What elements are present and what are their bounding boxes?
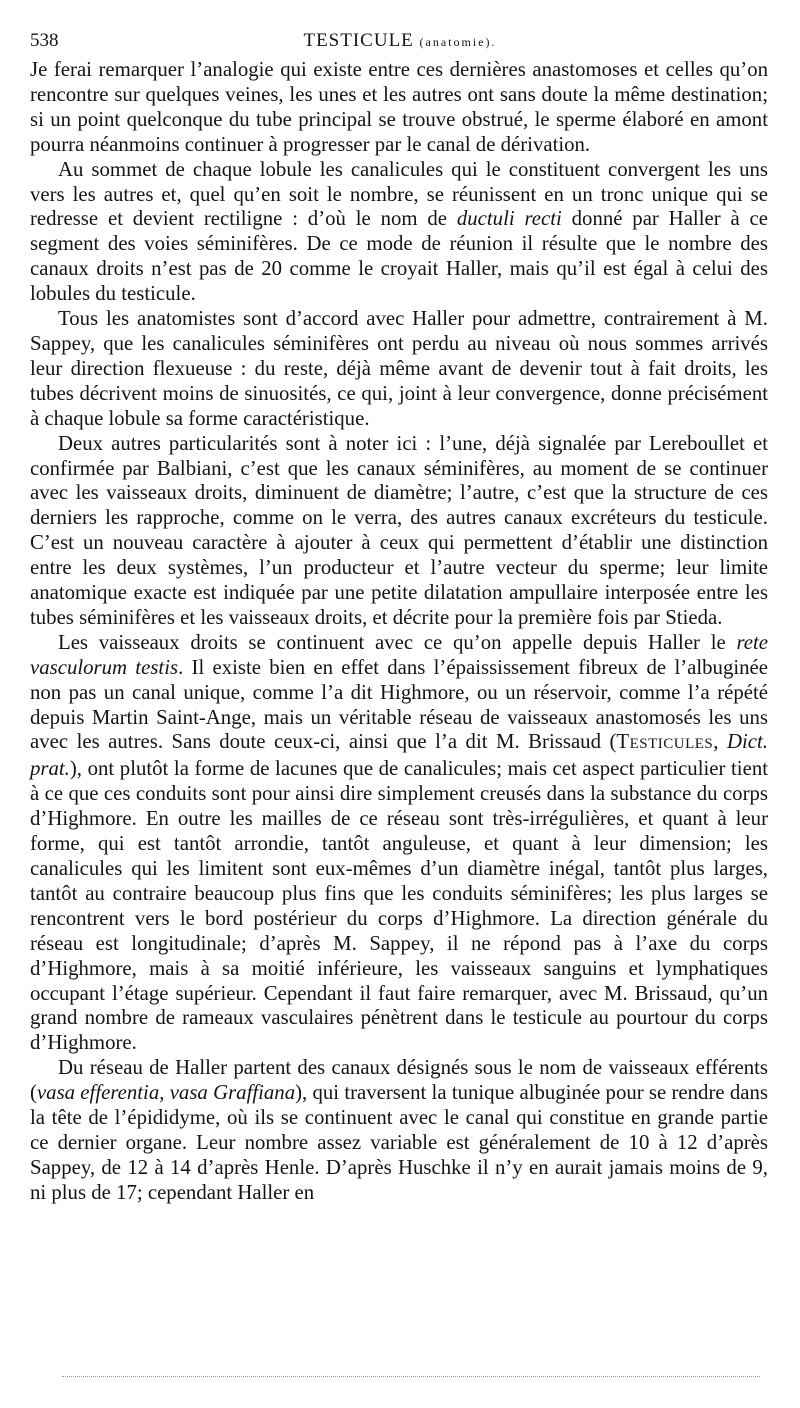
text-run: Deux autres particularités sont à noter ici : l’une, déjà signalée par Lereboullet et confirmée par Balbiani, c’est que les canaux séminifères, au moment de se continuer avec les vaisseaux droits, diminuent de diamètre; l’autre, c’est que la structure de ces derniers les rapproche, comme on le verra, des autres canaux excréteurs du testicule. C’est un nouveau caractère à ajouter à ceux qui permettent d’établir une distinction entre les deux systèmes, l’un producteur et l’autre vecteur du sperme; leur limite anatomique exacte est indiquée par une petite dilatation ampullaire interposée entre les tubes séminifères et les vaisseaux droits, et décrite pour la première fois par Stieda. [30, 431, 768, 629]
text-run: Tous les anatomistes sont d’accord avec Haller pour admettre, contrairement à M. Sappey, que les canalicules séminifères ont perdu au niveau où nous sommes arrivés leur direction flexueuse : du reste, déjà même avant de devenir tout à fait droits, les tubes décrivent moins de sinuosités, ce qui, joint à leur convergence, donne précisément à chaque lobule sa forme caractéristique. [30, 307, 768, 430]
text-run: ), qui traversent la tunique albuginée pour se rendre dans la tête de l’épididyme, où ils se continuent avec le canal qui constitue en grande partie ce dernier organe. Leur nombre assez variable est généralement de 10 à 12 d’après Sappey, de 12 à 14 d’après Henle. D’après Huschke il n’y en aurait jamais moins de 9, ni plus de 17; cependant Haller en [30, 1081, 768, 1204]
running-title [30, 30, 770, 52]
italic-text: vasa efferentia, vasa Graffiana [36, 1081, 296, 1105]
text-run: ), ont plutôt la forme de lacunes que de canalicules; mais cet aspect particulier tient à ce que ces conduits sont pour ainsi dire simplement creusés dans la substance du corps d’Highmore. En outre les mailles de ce réseau sont très-irrégulières, et quant à leur forme, qui est tantôt arrondie, tantôt anguleuse, et quant à leur dimension; les canalicules qui les limitent sont eux-mêmes d’un diamètre inégal, tantôt plus larges, tantôt au contraire beaucoup plus fins que les conduits séminifères; les plus larges se rencontrent vers le bord postérieur du corps d’Highmore. La direction générale du réseau est longitudinale; d’après M. Sappey, il ne répond pas à l’axe du corps d’Highmore, mais à sa moitié inférieure, les vaisseaux sanguins et lymphatiques occupant l’étage supérieur. Cependant il faut faire remarquer, avec M. Brissaud, qu’un grand nombre de rameaux vasculaires pénètrent dans le testicule au pourtour du corps d’Highmore. [30, 757, 768, 1055]
text-run: . Il existe bien en effet dans l’épaississement fibreux de l’albuginée non pas un canal unique, comme l’a dit Highmore, ou un réservoir, comme l’a répété depuis Martin Saint-Ange, mais un véritable réseau de vaisseaux anastomosés les uns avec les autres. Sans doute ceux-ci, ainsi que l’a dit M. Brissaud ( [30, 655, 768, 754]
paragraph [30, 307, 768, 432]
italic-text: Dict. prat. [30, 730, 768, 781]
body-text [30, 58, 768, 1206]
footer-rule [62, 1376, 760, 1377]
page-number: 538 [30, 30, 59, 51]
text-run: donné par Haller à ce segment des voies séminifères. De ce mode de réunion il résulte que le nombre des canaux droits n’est pas de 20 comme le croyait Haller, mais qu’il est égal à celui des lobules du testicule. [30, 207, 768, 306]
paragraph [30, 58, 768, 158]
text-run: Au sommet de chaque lobule les canalicules qui le constituent convergent les uns vers les autres et, quel qu’en soit le nombre, se réunissent en un tronc unique qui se redresse et devient rectiligne : d’où le nom de [30, 157, 768, 231]
paragraph [30, 432, 768, 631]
paragraph [30, 631, 768, 1056]
running-title-main: TESTICULE [303, 30, 414, 51]
page-header [30, 26, 770, 56]
paragraph [30, 158, 768, 307]
text-run: Les vaisseaux droits se continuent avec ce qu’on appelle depuis Haller le [58, 630, 737, 654]
text-run: Du réseau de Haller partent des canaux désignés sous le nom de vaisseaux efférents ( [30, 1056, 768, 1105]
italic-text: rete vasculorum testis [30, 630, 768, 679]
text-run: Je ferai remarquer l’analogie qui existe entre ces dernières anastomoses et celles qu’on rencontre sur quelques veines, les unes et les autres ont sans doute la même destination; si un point quelconque du tube principal se trouve obstrué, le sperme élaboré en amont pourra néanmoins continuer à progresser par le canal de dérivation. [30, 58, 768, 156]
text-run: , [713, 730, 727, 754]
italic-text: ductuli recti [456, 207, 562, 231]
paragraph [30, 1056, 768, 1205]
small-caps-text: TESTICULES [616, 730, 714, 754]
running-title-subtitle: (anatomie). [419, 35, 497, 49]
